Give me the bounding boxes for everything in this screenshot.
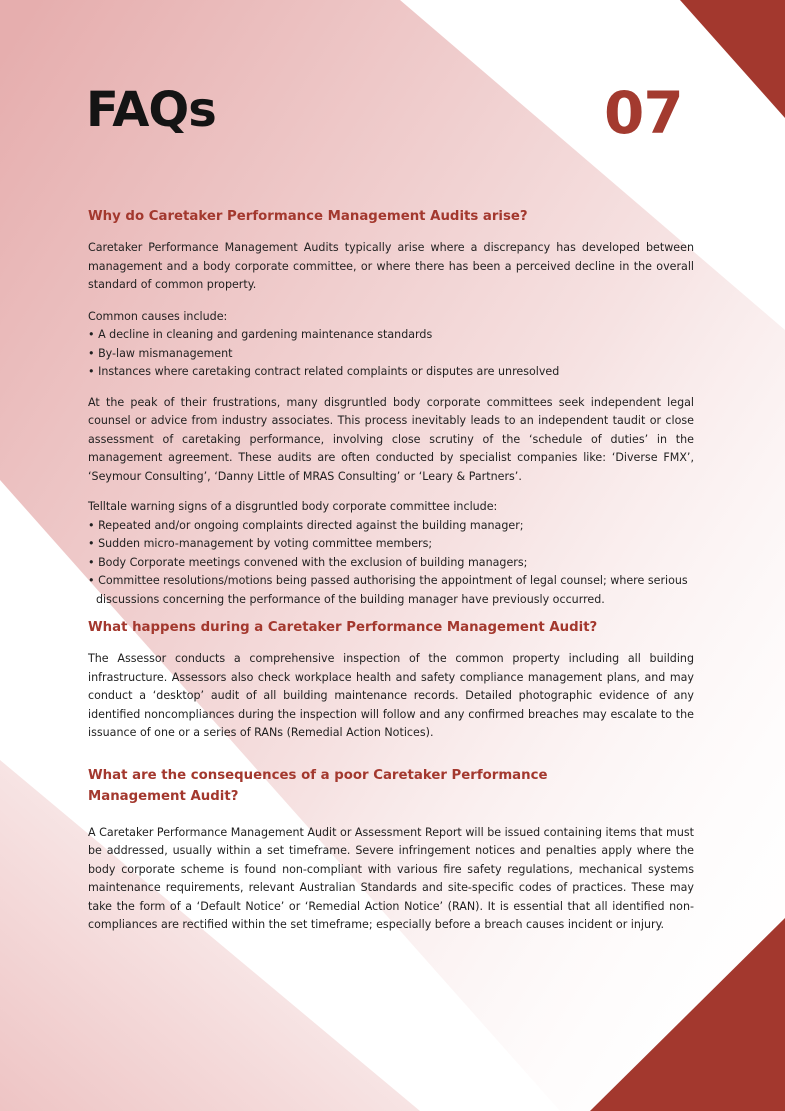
list-item: • By-law mismanagement [88,346,233,360]
section-heading-consequences [88,765,694,807]
signs-list [88,517,694,610]
section-heading-what-happens: What happens during a Caretaker Performance Management Audit? [88,620,598,635]
section-why-peak: At the peak of their frustrations, many disgruntled body corporate committees seek independent legal counsel or advice from industry associates. This process inevitably leads to an independent taudit or close assessment of caretaking performance, involving close scrutiny of the ‘schedule of duties’ in the management agreement. These audits are often conducted by specialist companies like: ‘Diverse FMX’, ‘Seymour Consulting’, ‘Danny Little of MRAS Consulting’ or ‘Leary & Partners’. [88,395,694,483]
heading-line: What are the consequences of a poor Caretaker Performance [88,767,548,783]
list-item: • Sudden micro-management by voting committee members; [88,537,433,550]
causes-label: Common causes include: [88,309,228,323]
signs-label: Telltale warning signs of a disgruntled body corporate committee include: [88,500,498,513]
list-item: • Instances where caretaking contract related complaints or disputes are unresolved [88,365,560,378]
causes-list [88,326,694,382]
faq-content [88,206,694,935]
list-item: • Repeated and/or ongoing complaints directed against the building manager; [88,518,524,532]
page-number: 07 [604,79,683,147]
section-heading-why: Why do Caretaker Performance Management Audits arise? [88,209,528,224]
list-item: • A decline in cleaning and gardening maintenance standards [88,328,433,341]
section-why-intro: Caretaker Performance Management Audits typically arise where a discrepancy has developed between management and a body corporate committee, or where there has been a perceived decline in the overall standard of common property. [88,241,694,291]
list-item: • Committee resolutions/motions being passed authorising the appointment of legal counsel; where serious discussions concerning the performance of the building manager have previously occurred. [88,574,688,606]
section-consequences-body: A Caretaker Performance Management Audit or Assessment Report will be issued containing items that must be addressed, usually within a set timeframe. Severe infringement notices and penalties apply where the body corporate scheme is found non-compliant with various fire safety regulations, mechanical systems maintenance requirements, relevant Australian Standards and site-specific codes of practices. These may take the form of a ‘Default Notice’ or ‘Remedial Action Notice’ (RAN). It is essential that all identified non-compliances are rectified within the set timeframe; especially before a breach causes incident or injury. [88,825,694,931]
heading-line: Management Audit? [88,788,239,804]
page-title: FAQs [86,82,216,138]
section-what-happens-body: The Assessor conducts a comprehensive inspection of the common property including all building infrastructure. Assessors also check workplace health and safety compliance management plans, and may conduct a ‘desktop’ audit of all building maintenance records. Detailed photographic evidence of any identified noncompliances during the inspection will follow and any confirmed breaches may escalate to the issuance of one or a series of RANs (Remedial Action Notices). [88,652,694,739]
list-item: • Body Corporate meetings convened with the exclusion of building managers; [88,555,528,569]
